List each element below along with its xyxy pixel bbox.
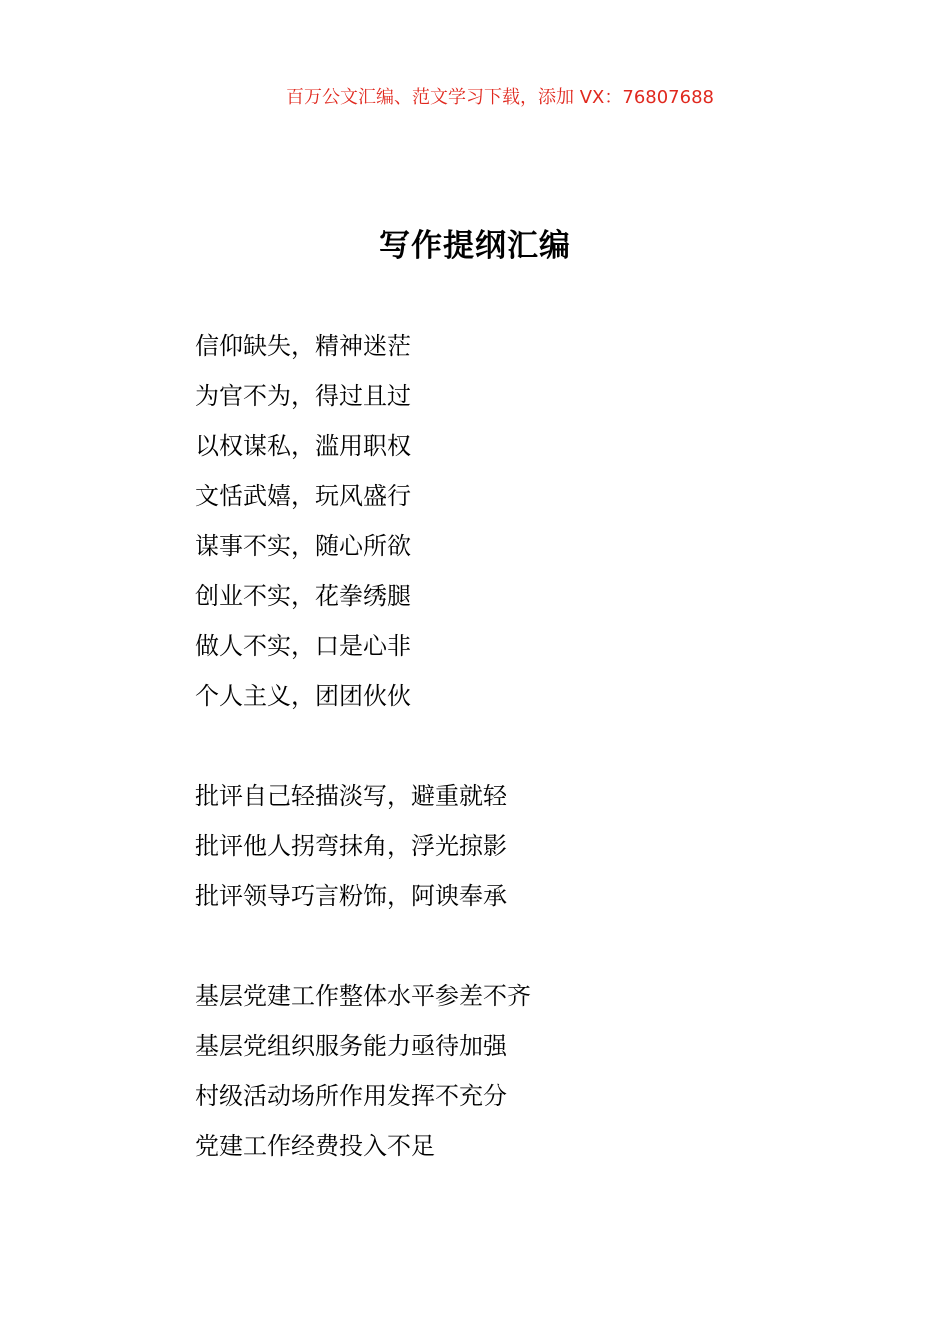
outline-line: 基层党建工作整体水平参差不齐 bbox=[195, 982, 531, 1010]
outline-section-1 bbox=[195, 326, 895, 726]
outline-line: 谋事不实，随心所欲 bbox=[195, 532, 411, 560]
paragraph-gap bbox=[195, 926, 895, 976]
outline-line: 信仰缺失，精神迷茫 bbox=[195, 332, 411, 360]
outline-line: 批评他人拐弯抹角，浮光掠影 bbox=[195, 832, 507, 860]
outline-section-2 bbox=[195, 776, 895, 926]
outline-line: 基层党组织服务能力亟待加强 bbox=[195, 1032, 507, 1060]
outline-line: 批评领导巧言粉饰，阿谀奉承 bbox=[195, 882, 507, 910]
outline-line: 做人不实，口是心非 bbox=[195, 632, 411, 660]
header-watermark-note: 百万公文汇编、范文学习下载，添加 VX：76807688 bbox=[286, 87, 714, 108]
outline-line: 个人主义，团团伙伙 bbox=[195, 682, 411, 710]
document-body bbox=[195, 326, 895, 1176]
outline-line: 为官不为，得过且过 bbox=[195, 382, 411, 410]
outline-section-3 bbox=[195, 976, 895, 1176]
outline-line: 党建工作经费投入不足 bbox=[195, 1132, 435, 1160]
paragraph-gap bbox=[195, 726, 895, 776]
outline-line: 文恬武嬉，玩风盛行 bbox=[195, 482, 411, 510]
outline-line: 批评自己轻描淡写，避重就轻 bbox=[195, 782, 507, 810]
outline-line: 创业不实，花拳绣腿 bbox=[195, 582, 411, 610]
outline-line: 村级活动场所作用发挥不充分 bbox=[195, 1082, 507, 1110]
outline-line: 以权谋私，滥用职权 bbox=[195, 432, 411, 460]
document-title: 写作提纲汇编 bbox=[379, 228, 571, 264]
